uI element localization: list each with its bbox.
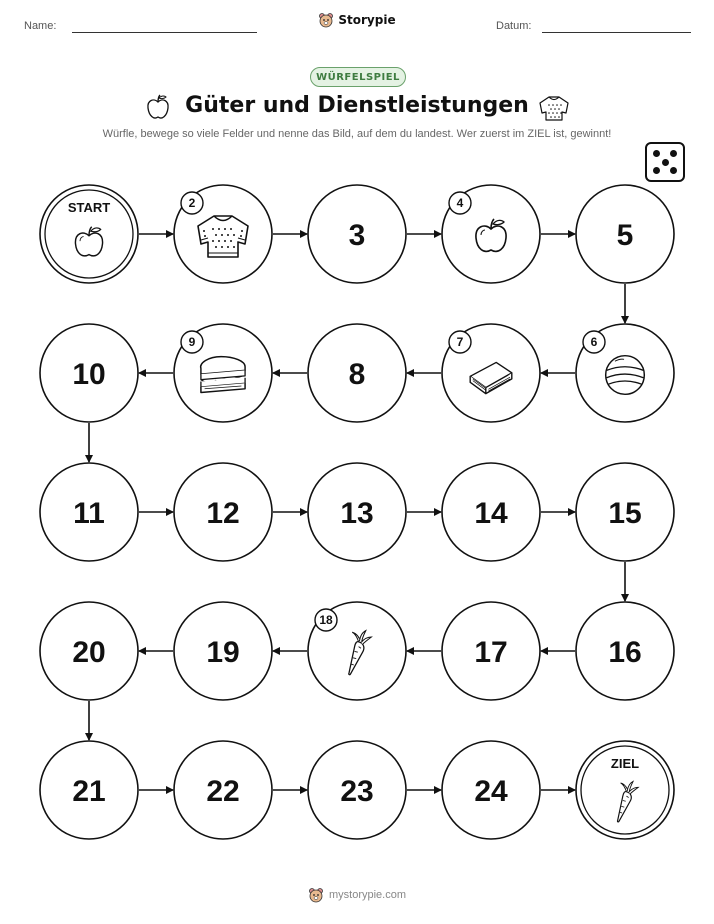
board-field[interactable] bbox=[308, 741, 406, 839]
board-field[interactable] bbox=[576, 602, 674, 700]
board-field[interactable] bbox=[40, 602, 138, 700]
board-field[interactable] bbox=[576, 463, 674, 561]
instructions: Würfle, bewege so viele Felder und nenne das Bild, auf dem du landest. Wer zuerst im ZIEL ist, gewinnt! bbox=[102, 128, 612, 140]
bear-icon bbox=[308, 887, 324, 903]
field-number: 13 bbox=[340, 497, 374, 530]
goal-label: ZIEL bbox=[610, 756, 640, 771]
board-field[interactable] bbox=[442, 741, 540, 839]
field-number: 23 bbox=[340, 775, 374, 808]
sandwich-icon bbox=[201, 357, 245, 393]
field-badge-number: 4 bbox=[456, 196, 464, 210]
field-badge-number: 6 bbox=[590, 335, 598, 349]
board-field[interactable] bbox=[442, 463, 540, 561]
board-field[interactable] bbox=[40, 324, 138, 422]
field-number: 20 bbox=[72, 636, 106, 669]
field-number: 11 bbox=[73, 497, 105, 530]
field-number: 16 bbox=[608, 636, 642, 669]
board-field[interactable] bbox=[442, 602, 540, 700]
start-label: START bbox=[67, 200, 111, 215]
field-number: 5 bbox=[616, 219, 634, 252]
field-number: 24 bbox=[474, 775, 508, 808]
field-number: 10 bbox=[72, 358, 106, 391]
board-field[interactable] bbox=[40, 463, 138, 561]
board-field[interactable] bbox=[576, 324, 674, 422]
board-field[interactable] bbox=[174, 602, 272, 700]
field-badge-number: 9 bbox=[188, 335, 196, 349]
field-number: 22 bbox=[206, 775, 240, 808]
name-label: Name: bbox=[24, 20, 57, 32]
board-field[interactable] bbox=[174, 185, 272, 283]
field-number: 12 bbox=[206, 497, 240, 530]
field-number: 3 bbox=[348, 219, 366, 252]
field-badge-number: 2 bbox=[188, 196, 196, 210]
board-field[interactable] bbox=[308, 324, 406, 422]
field-number: 8 bbox=[348, 358, 366, 391]
brand-name: Storypie bbox=[338, 13, 396, 27]
footer-url[interactable]: mystorypie.com bbox=[328, 889, 407, 901]
board-field[interactable] bbox=[174, 324, 272, 422]
board-field[interactable] bbox=[308, 463, 406, 561]
field-badge-number: 7 bbox=[456, 335, 464, 349]
board-field[interactable] bbox=[40, 741, 138, 839]
date-label: Datum: bbox=[496, 20, 532, 32]
page-title: Güter und Dienstleistungen bbox=[185, 93, 529, 118]
field-number: 17 bbox=[474, 636, 508, 669]
footer bbox=[0, 887, 714, 903]
field-badge-number: 18 bbox=[319, 613, 333, 627]
field-number: 14 bbox=[474, 497, 508, 530]
goal-field[interactable] bbox=[576, 741, 674, 839]
board-field[interactable] bbox=[174, 741, 272, 839]
field-number: 21 bbox=[72, 775, 106, 808]
board-field[interactable] bbox=[308, 602, 406, 700]
board-field[interactable] bbox=[174, 463, 272, 561]
board-field[interactable] bbox=[576, 185, 674, 283]
board-field[interactable] bbox=[442, 185, 540, 283]
field-number: 19 bbox=[206, 636, 240, 669]
board-field[interactable] bbox=[308, 185, 406, 283]
ball-icon bbox=[606, 356, 645, 395]
game-type-badge: WÜRFELSPIEL bbox=[310, 67, 406, 87]
field-number: 15 bbox=[608, 497, 642, 530]
board-field[interactable] bbox=[442, 324, 540, 422]
start-field[interactable] bbox=[40, 185, 138, 283]
